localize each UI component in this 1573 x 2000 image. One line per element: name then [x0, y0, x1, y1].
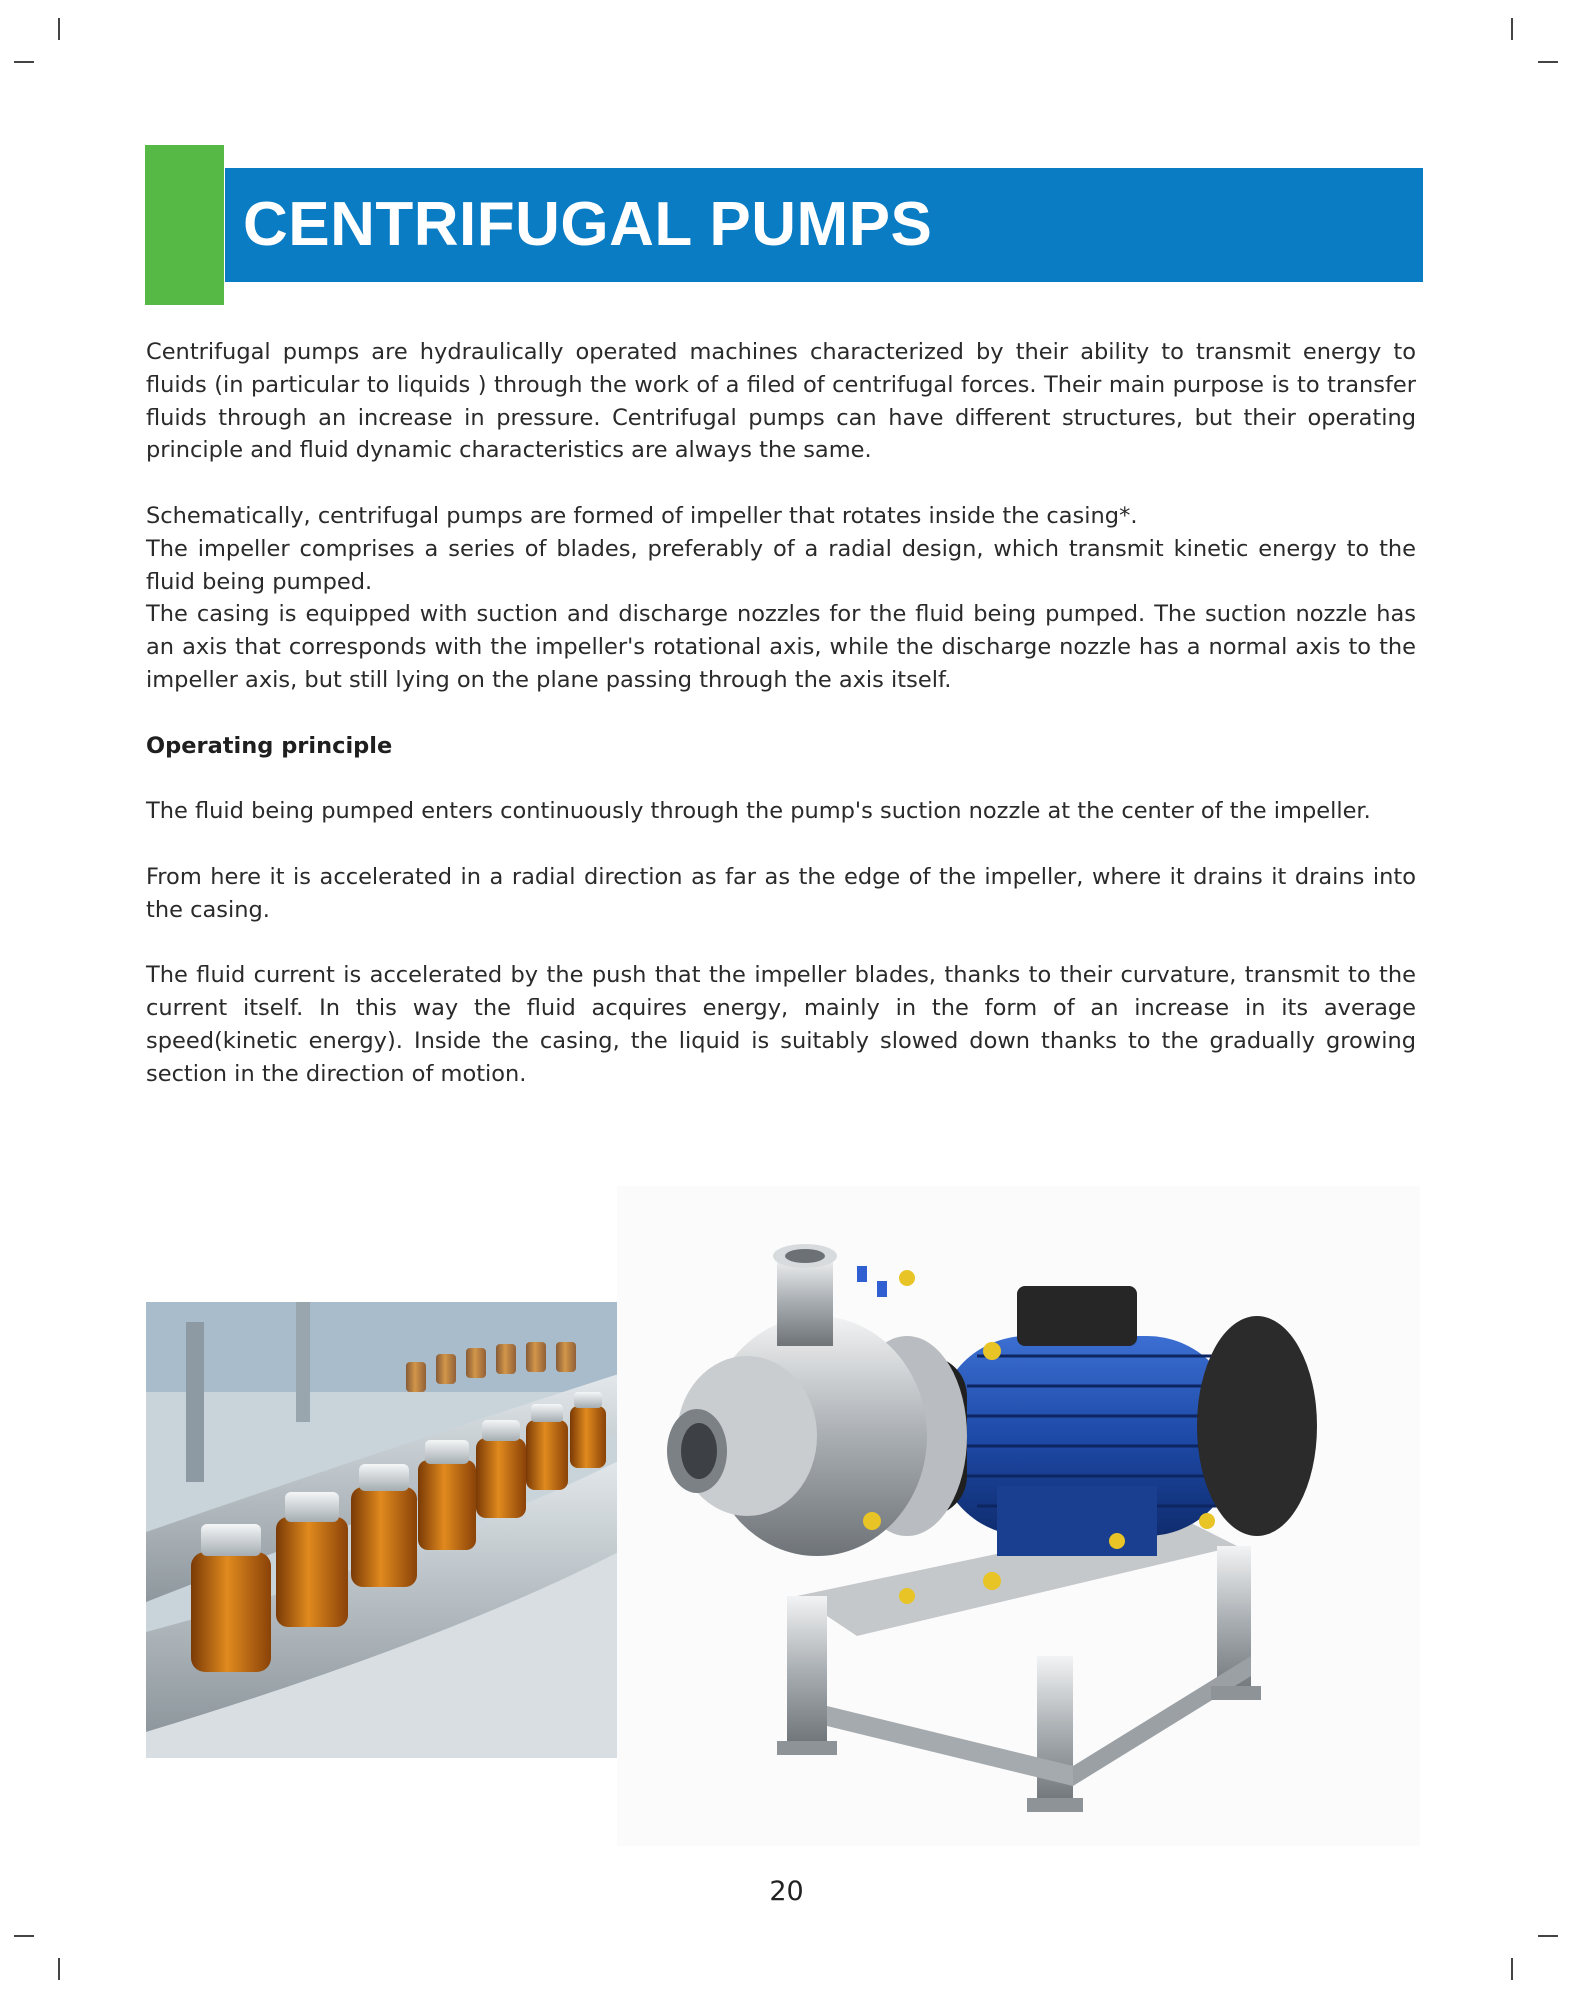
paragraph-intro: Centrifugal pumps are hydraulically operated machines characterized by their ability to transmit energy to fluids (in particular to liquids ) through the work of a filed of centrifugal forces. Their main purpose is to transfer fluids through an increase in pressure. Centrifugal pumps can have different structures, but their operating principle and fluid dynamic characteristics are always the same.: [146, 339, 1416, 464]
vials-conveyor-photo: [146, 1302, 656, 1758]
page-number: 20: [769, 1876, 804, 1907]
paragraph-op1: The fluid being pumped enters continuously through the pump's suction nozzle at the center of the impeller.: [146, 798, 1371, 825]
crop-mark: [58, 18, 60, 40]
body-text: [146, 336, 1416, 1090]
section-heading: Operating principle: [146, 732, 393, 759]
crop-mark: [58, 1958, 60, 1980]
paragraph-schematic: Schematically, centrifugal pumps are formed of impeller that rotates inside the casing*.: [146, 502, 1138, 529]
crop-mark: [14, 61, 34, 63]
crop-mark: [1511, 1958, 1513, 1980]
crop-mark: [14, 1935, 34, 1937]
page-title: CENTRIFUGAL PUMPS: [243, 190, 933, 259]
paragraph-impeller: The impeller comprises a series of blades, preferably of a radial design, which transmit kinetic energy to the fluid being pumped.: [146, 535, 1416, 595]
paragraph-casing: The casing is equipped with suction and discharge nozzles for the fluid being pumped. The suction nozzle has an axis that corresponds with the impeller's rotational axis, while the discharge nozzle has a normal axis to the impeller axis, but still lying on the plane passing through the axis itself.: [146, 601, 1416, 693]
crop-mark: [1538, 61, 1558, 63]
crop-mark: [1538, 1935, 1558, 1937]
crop-mark: [1511, 18, 1513, 40]
paragraph-op2: From here it is accelerated in a radial direction as far as the edge of the impeller, where it drains it drains into the casing.: [146, 863, 1416, 923]
paragraph-op3: The fluid current is accelerated by the push that the impeller blades, thanks to their curvature, transmit to the current itself. In this way the fluid acquires energy, mainly in the form of an increase in its average speed(kinetic energy). Inside the casing, the liquid is suitably slowed down thanks to the gradually growing section in the direction of motion.: [146, 962, 1416, 1087]
title-accent-bar: [145, 145, 224, 305]
centrifugal-pump-photo: [617, 1186, 1420, 1846]
